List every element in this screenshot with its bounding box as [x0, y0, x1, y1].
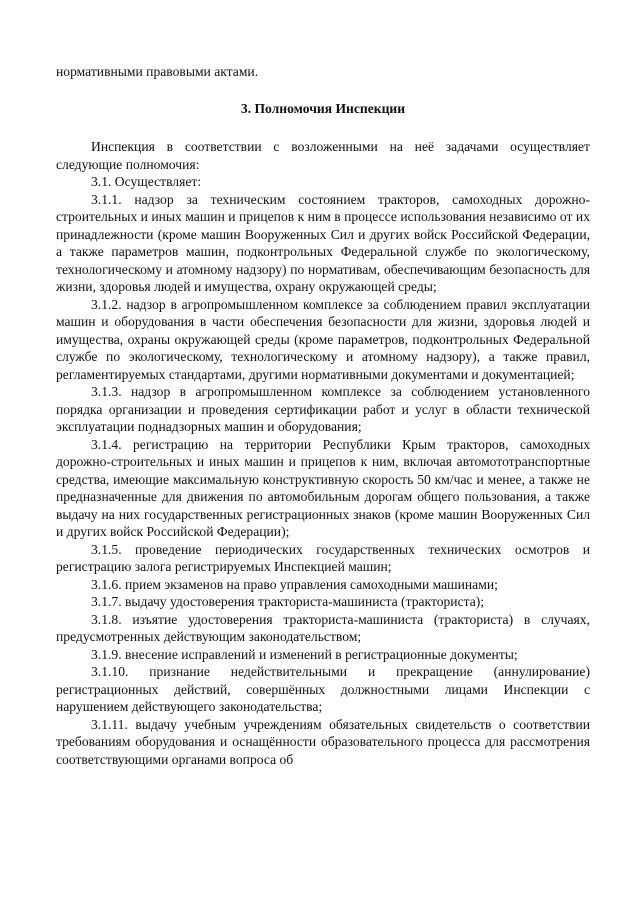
paragraph-3-1-10: 3.1.10. признание недействительными и прекращение (аннулирование) регистрационных действий, совершённых должностными лицами Инспекции с нарушением действующего законодательства;	[56, 664, 590, 714]
paragraph-3-1-1: 3.1.1. надзор за техническим состоянием тракторов, самоходных дорожно-строительных и иных машин и прицепов к ним в процессе использования независимо от их принадлежности (кроме машин Вооруженных Сил и других войск Российской Федерации, а также параметров машин, подконтрольных Федеральной службе по экологическому, технологическому и атомному надзору) по нормативам, обеспечивающим безопасность для жизни, здоровья людей и имущества, охрану окружающей среды;	[56, 191, 590, 294]
lead-line: нормативными правовыми актами.	[56, 64, 259, 79]
paragraph-3-1-9: 3.1.9. внесение исправлений и изменений в регистрационные документы;	[91, 646, 518, 662]
paragraph-3-1-2: 3.1.2. надзор в агропромышленном комплексе за соблюдением правил эксплуатации машин и оборудования в части обеспечения безопасности для жизни, здоровья людей и имущества, охраны окружающей среды (кроме параметров, подконтрольных Федеральной службе по экологическому, технологическому и атомному надзору), а также правил, регламентируемых стандартами, другими нормативными документами и документацией;	[56, 296, 590, 382]
paragraph-3-1-8: 3.1.8. изъятие удостоверения тракториста-машиниста (тракториста) в случаях, предусмотренных действующим законодательством;	[56, 611, 590, 644]
paragraph-intro: Инспекция в соответствии с возложенными на неё задачами осуществляет следующие полномочия:	[56, 139, 590, 172]
document-body	[56, 63, 590, 768]
section-title: 3. Полномочия Инспекции	[240, 100, 406, 116]
paragraph-3-1-11: 3.1.11. выдачу учебным учреждениям обязательных свидетельств о соответствии требованиям оборудования и оснащённости образовательного процесса для рассмотрения соответствующими органами вопроса об	[56, 716, 590, 767]
paragraph-3-1-7: 3.1.7. выдачу удостоверения тракториста-машиниста (тракториста);	[91, 594, 485, 609]
paragraph-3-1-5: 3.1.5. проведение периодических государственных технических осмотров и регистрацию залога регистрируемых Инспекцией машин;	[56, 541, 590, 574]
paragraph-3-1: 3.1. Осуществляет:	[91, 174, 202, 189]
paragraph-3-1-3: 3.1.3. надзор в агропромышленном комплексе за соблюдением установленного порядка организации и проведения сертификации работ и услуг в области технической эксплуатации поднадзорных машин и оборудования;	[56, 384, 590, 434]
paragraph-3-1-4: 3.1.4. регистрацию на территории Республики Крым тракторов, самоходных дорожно-строительных и иных машин и прицепов к ним, включая автомототранспортные средства, имеющие максимальную конструктивную скорость 50 км/час и менее, а также не предназначенные для движения по автомобильным дорогам общего пользования, а также выдачу на них государственных регистрационных знаков (кроме машин Вооруженных Сил и других войск Российской Федерации);	[56, 436, 590, 539]
paragraph-3-1-6: 3.1.6. прием экзаменов на право управления самоходными машинами;	[91, 576, 498, 592]
